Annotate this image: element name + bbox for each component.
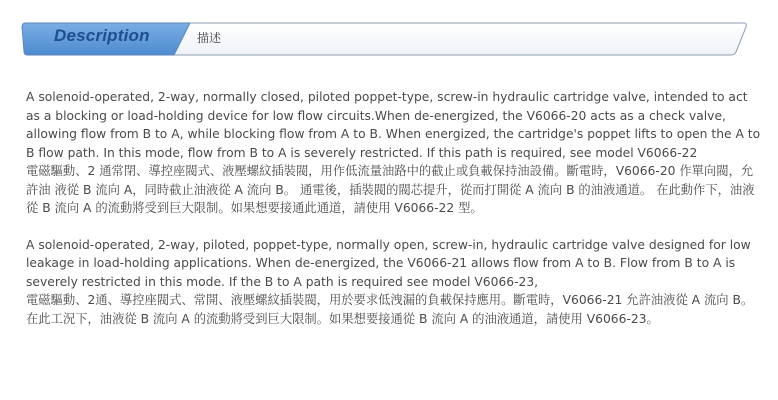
description-paragraph-en-2: A solenoid-operated, 2-way, piloted, poppet-type, normally open, screw-in, hydraulic cartridge valve designed for low leakage in load-holding applications. When de-energized, the V6066-21 allows flow from A to B. Flow from B to A is severely restricted in this mode. If the B to A path is required see model V6066-23, [26, 237, 751, 289]
section-title: Description [54, 26, 150, 45]
section-header [20, 22, 748, 56]
paragraph-spacer [26, 218, 761, 236]
description-paragraph-zh-2: 電磁驅動、2通、導控座閥式、常開、液壓螺紋插裝閥，用於要求低洩漏的負載保持應用。斷電時，V6066-21 允許油液從 A 流向 B。在此工況下，油液從 B 流向 A 的流動將受到巨大限制。如果想要接通從 B 流向 A 的油液通道，請使用 V6066-23。 [26, 293, 754, 326]
section-subtitle: 描述 [197, 31, 222, 45]
description-body [26, 88, 761, 328]
description-paragraph-en-1: A solenoid-operated, 2-way, normally closed, piloted poppet-type, screw-in hydraulic cartridge valve, intended to act as a blocking or load-holding device for low flow circuits.When de-energized, the V6066-20 acts as a check valve, allowing flow from B to A, while blocking flow from A to B. When energized, the cartridge's poppet lifts to open the A to B flow path. In this mode, flow from B to A is severely restricted. If this path is required, see model V6066-22 [26, 90, 761, 160]
description-paragraph-zh-1: 電磁驅動、2 通常閉、導控座閥式、液壓螺紋插裝閥，用作低流量油路中的截止或負載保持油設備。斷電時，V6066-20 作單向閥，允許油 液從 B 流向 A，同時截止油液從 A 流向 B。 通電後，插裝閥的閥芯提升，從而打開從 A 流向 B 的油液通道。 在此動作下，油液從 B 流向 A 的流動將受到巨大限制。如果想要接通此通道，請使用 V6066-22 型。 [26, 164, 755, 215]
